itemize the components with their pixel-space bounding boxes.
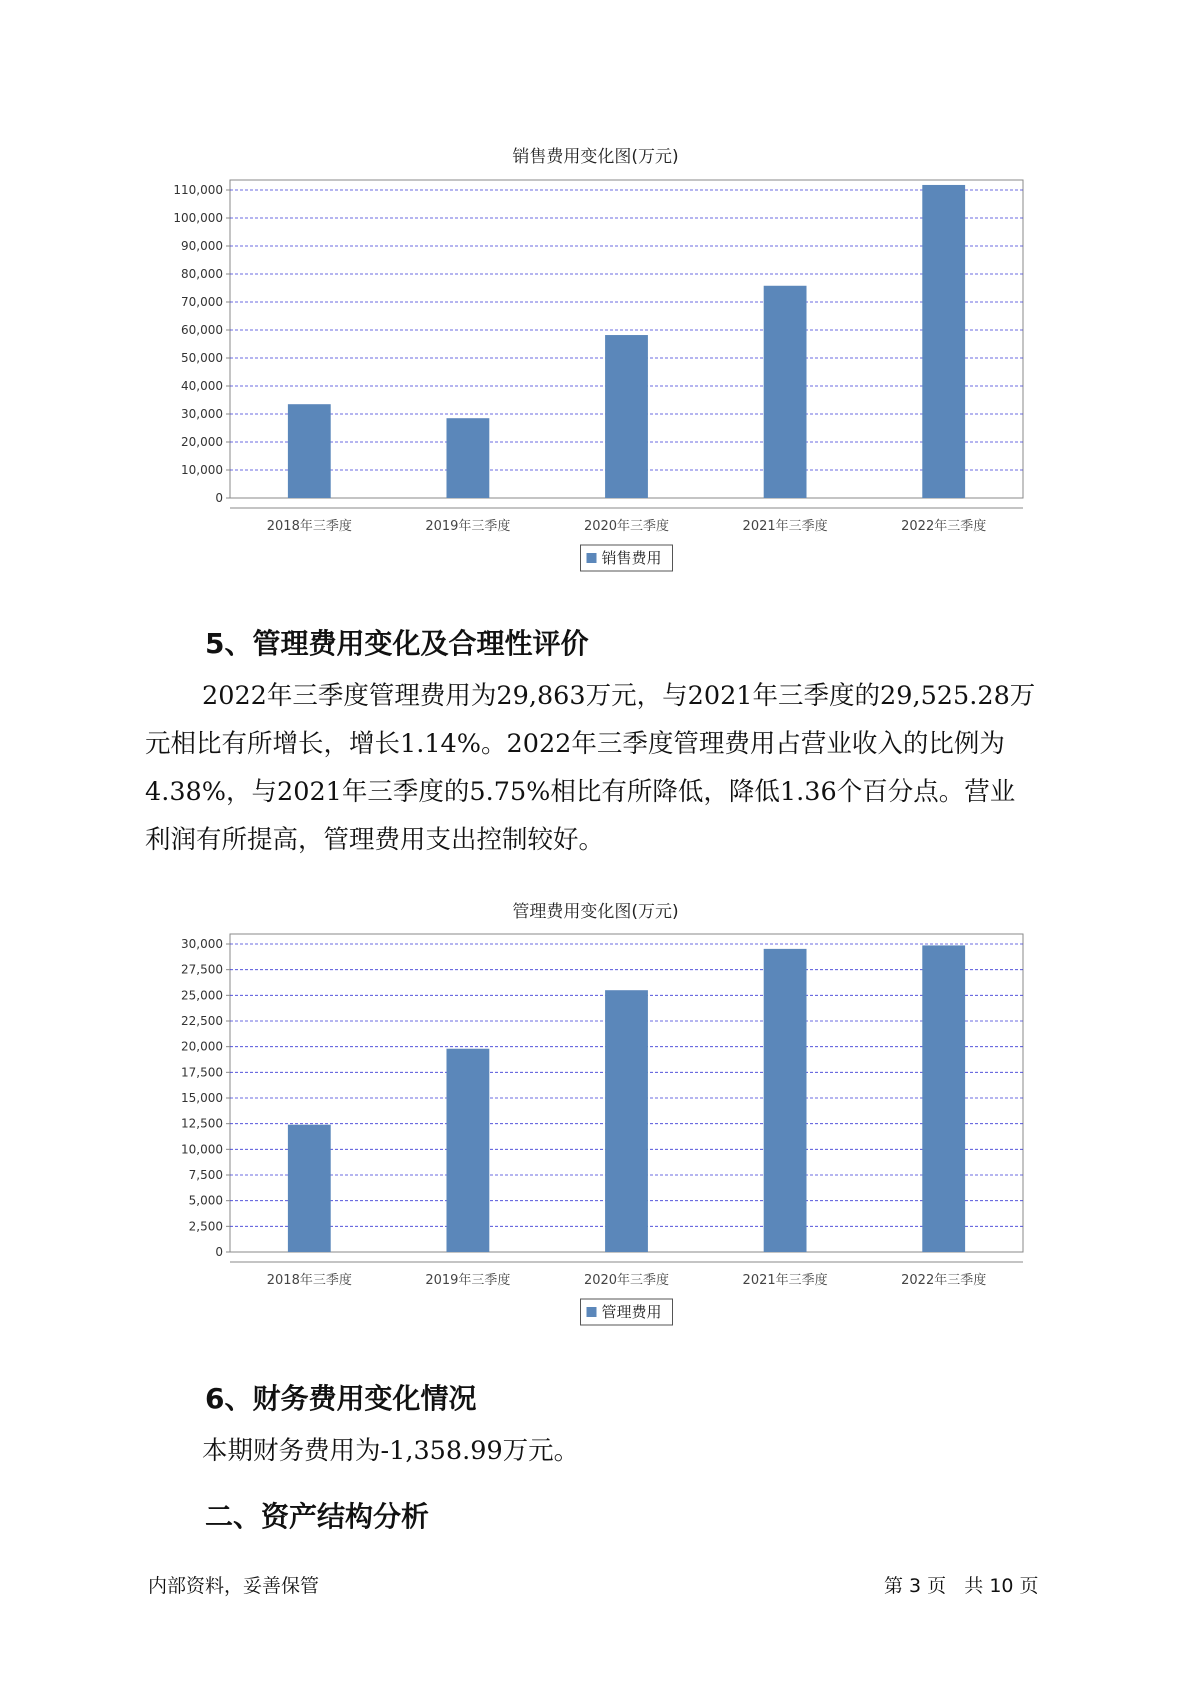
bar <box>446 418 489 498</box>
y-tick-label: 110,000 <box>173 183 223 197</box>
x-tick-label: 2019年三季度 <box>425 1273 511 1288</box>
y-tick-label: 40,000 <box>181 379 223 393</box>
section-6-text: 本期财务费用为-1,358.99万元。 <box>202 1436 580 1466</box>
section-5-paragraph <box>145 672 1055 864</box>
y-tick-label: 100,000 <box>173 211 223 225</box>
y-tick-label: 15,000 <box>181 1091 223 1105</box>
y-tick-label: 20,000 <box>181 435 223 449</box>
x-tick-label: 2018年三季度 <box>266 519 352 534</box>
x-tick-label: 2021年三季度 <box>742 519 828 534</box>
y-tick-label: 50,000 <box>181 351 223 365</box>
bar <box>446 1049 489 1252</box>
y-tick-label: 25,000 <box>181 988 223 1003</box>
y-tick-label: 30,000 <box>181 937 223 951</box>
paragraph-line: 元相比有所增长，增长1.14%。2022年三季度管理费用占营业收入的比例为 <box>145 729 1005 759</box>
y-tick-label: 7,500 <box>188 1168 223 1182</box>
y-tick-label: 70,000 <box>181 295 223 309</box>
bar <box>288 1125 331 1252</box>
y-tick-label: 30,000 <box>181 407 223 421</box>
x-tick-label: 2022年三季度 <box>901 519 987 534</box>
x-tick-label: 2020年三季度 <box>583 1273 670 1288</box>
bar <box>764 286 807 498</box>
bar <box>605 990 648 1252</box>
admin-expense-chart <box>150 922 1030 1362</box>
y-tick-label: 5,000 <box>188 1193 223 1208</box>
x-tick-label: 2019年三季度 <box>425 519 511 534</box>
y-tick-label: 22,500 <box>181 1014 223 1028</box>
paragraph-line: 利润有所提高，管理费用支出控制较好。 <box>145 825 605 855</box>
y-tick-label: 10,000 <box>181 463 223 477</box>
section-6-heading: 6、财务费用变化情况 <box>205 1382 477 1415</box>
y-tick-label: 80,000 <box>181 267 223 281</box>
bar <box>922 945 965 1252</box>
y-tick-label: 27,500 <box>181 962 223 977</box>
bar <box>605 335 648 498</box>
chart-title-admin: 管理费用变化图(万元) <box>512 902 679 922</box>
legend-swatch <box>587 553 597 563</box>
legend-swatch <box>587 1307 597 1317</box>
y-tick-label: 0 <box>215 491 223 505</box>
bar <box>764 949 807 1252</box>
chart-svg <box>150 922 1030 1362</box>
y-tick-label: 0 <box>215 1245 223 1259</box>
y-tick-label: 20,000 <box>181 1039 223 1054</box>
x-tick-label: 2021年三季度 <box>742 1273 828 1288</box>
x-tick-label: 2018年三季度 <box>266 1273 352 1288</box>
chart-title-sales: 销售费用变化图(万元) <box>512 147 679 167</box>
y-tick-label: 17,500 <box>181 1065 223 1080</box>
y-tick-label: 60,000 <box>181 323 223 337</box>
section-5-heading: 5、管理费用变化及合理性评价 <box>205 627 589 660</box>
paragraph-line: 4.38%，与2021年三季度的5.75%相比有所降低，降低1.36个百分点。营业 <box>145 777 1016 807</box>
chart-svg <box>150 168 1030 608</box>
legend-label: 销售费用 <box>601 549 662 567</box>
y-tick-label: 10,000 <box>181 1142 223 1157</box>
bar <box>922 185 965 498</box>
sales-expense-chart <box>150 168 1030 608</box>
footer-page-number: 第 3 页 共 10 页 <box>884 1575 1039 1597</box>
legend-label: 管理费用 <box>601 1303 662 1321</box>
paragraph-line: 2022年三季度管理费用为29,863万元，与2021年三季度的29,525.28万 <box>202 681 1036 711</box>
x-tick-label: 2022年三季度 <box>901 1273 987 1288</box>
footer-confidential: 内部资料，妥善保管 <box>148 1575 320 1597</box>
y-tick-label: 12,500 <box>181 1116 223 1131</box>
bar <box>288 404 331 498</box>
x-tick-label: 2020年三季度 <box>583 519 670 534</box>
y-tick-label: 90,000 <box>181 239 223 253</box>
y-tick-label: 2,500 <box>188 1219 223 1234</box>
section-2-heading: 二、资产结构分析 <box>205 1500 430 1533</box>
